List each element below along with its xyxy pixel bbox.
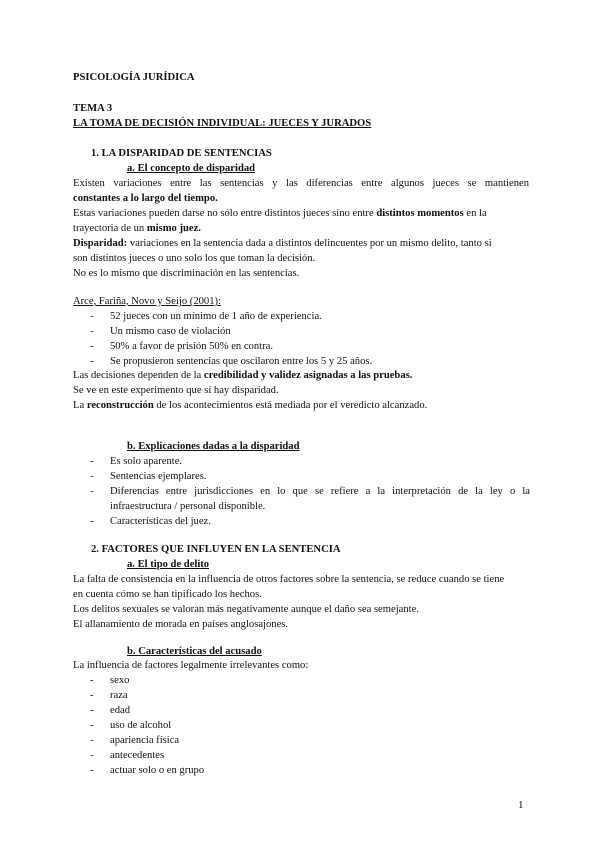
list-item: - uso de alcohol bbox=[90, 720, 172, 731]
section-1a-heading: a. El concepto de disparidad bbox=[127, 163, 256, 174]
list-item: - Es solo aparente. bbox=[90, 456, 183, 467]
s1-paragraph-3: Disparidad: variaciones en la sentencia dada a distintos delincuentes por un mismo delito, tanto si son distintos jueces o uno solo los que toman la decisión. bbox=[73, 238, 492, 264]
study-citation: Arce, Fariña, Novo y Seijo (2001): bbox=[73, 296, 221, 307]
list-item: - Características del juez. bbox=[90, 516, 211, 527]
study-list bbox=[90, 309, 530, 369]
list-item: - 52 jueces con un mínimo de 1 año de experiencia. bbox=[90, 311, 322, 322]
section-1-heading: 1. LA DISPARIDAD DE SENTENCIAS bbox=[91, 148, 272, 159]
section-1b-heading: b. Explicaciones dadas a la disparidad bbox=[127, 441, 300, 452]
s1-paragraph-1: Existen variaciones entre las sentencias y las diferencias entre algunos jueces se mantienen constantes a lo largo del tiempo. bbox=[73, 178, 529, 204]
list-item: - Diferencias entre jurisdicciones en lo que se refiere a la interpretación de la ley o la infraestructura / personal disponible. bbox=[90, 486, 530, 512]
section-2a-heading: a. El tipo de delito bbox=[127, 559, 210, 570]
s1-paragraph-2: Estas variaciones pueden darse no sólo entre distintos jueces sino entre distintos momentos en la trayectoria de un mismo juez. bbox=[73, 208, 487, 234]
list-item: - Se propusieron sentencias que oscilaron entre los 5 y 25 años. bbox=[90, 356, 373, 367]
section-2-heading: 2. FACTORES QUE INFLUYEN EN LA SENTENCIA bbox=[91, 544, 341, 555]
s2-paragraph-1: La falta de consistencia en la influencia de otros factores sobre la sentencia, se reduce cuando se tiene en cuenta cómo se han tipificado los hechos. Los delitos sexuales se valoran más negativamente aunque el daño sea semejante. El allanamiento de morada en países anglosajones. bbox=[73, 574, 505, 630]
subject-title: PSICOLOGÍA JURÍDICA bbox=[73, 72, 195, 83]
s1-paragraph-5: Las decisiones dependen de la credibilidad y validez asignadas a las pruebas. Se ve en este experimento que sí hay disparidad. La reconstrucción de los acontecimientos está mediada por el veredicto alcanzado. bbox=[73, 370, 428, 411]
list-item: - 50% a favor de prisión 50% en contra. bbox=[90, 341, 273, 352]
factors-list bbox=[90, 673, 530, 778]
section-2b-heading: b. Características del acusado bbox=[127, 646, 262, 657]
tema-title: LA TOMA DE DECISIÓN INDIVIDUAL: JUECES Y JURADOS bbox=[73, 118, 372, 129]
list-item: - actuar solo o en grupo bbox=[90, 765, 205, 776]
list-item: - edad bbox=[90, 705, 130, 716]
list-item: - apariencia física bbox=[90, 735, 180, 746]
page-number: 1 bbox=[518, 799, 524, 811]
s1-paragraph-4: No es lo mismo que discriminación en las sentencias. bbox=[73, 268, 300, 279]
list-item: - raza bbox=[90, 690, 128, 701]
explanations-list bbox=[90, 454, 530, 529]
list-item: - sexo bbox=[90, 675, 130, 686]
s2-intro: La influencia de factores legalmente irrelevantes como: bbox=[73, 660, 309, 671]
list-item: - Sentencias ejemplares. bbox=[90, 471, 207, 482]
list-item: - Un mismo caso de violación bbox=[90, 326, 231, 337]
tema-number: TEMA 3 bbox=[73, 103, 113, 114]
list-item: - antecedentes bbox=[90, 750, 165, 761]
